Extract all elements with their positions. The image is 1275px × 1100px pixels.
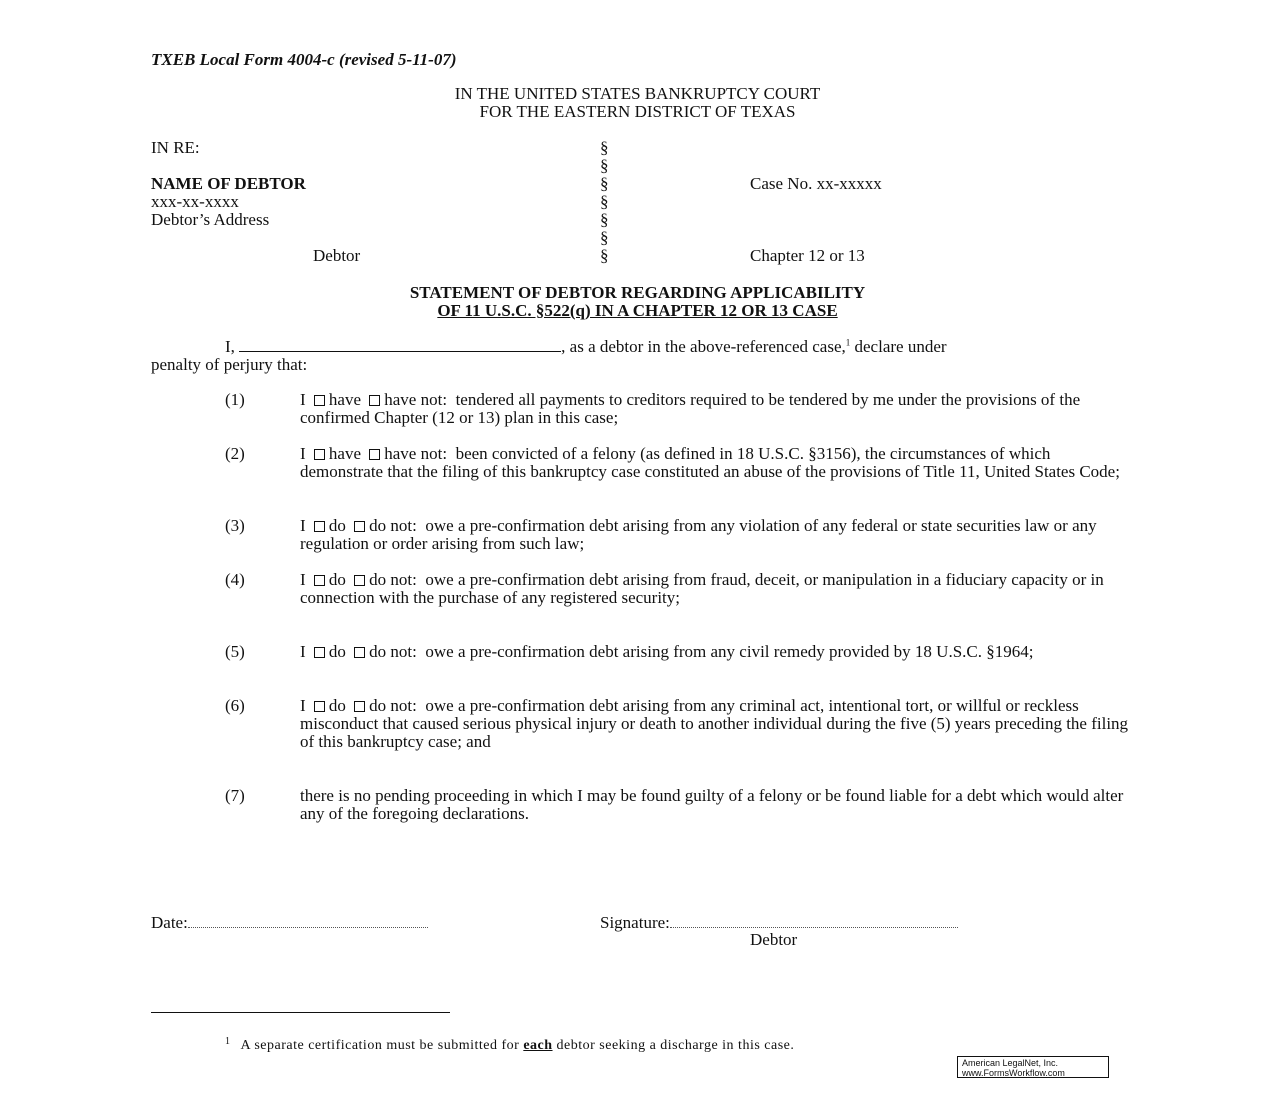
debtor-ssn: xxx-xx-xxxx	[151, 192, 239, 211]
title-line-1: STATEMENT OF DEBTOR REGARDING APPLICABILITY	[409, 283, 866, 302]
item-number: (1)	[225, 390, 245, 409]
item-number: (7)	[225, 786, 245, 805]
date-field-group	[151, 913, 428, 932]
date-label: Date:	[151, 913, 188, 932]
form-number: TXEB Local Form 4004-c (revised 5-11-07)	[151, 50, 457, 69]
signature-input-line[interactable]	[670, 913, 958, 928]
checkbox-have[interactable]	[314, 449, 325, 460]
caption-right	[750, 139, 882, 265]
court-line-1: IN THE UNITED STATES BANKRUPTCY COURT	[454, 84, 821, 103]
section-symbol: §	[600, 174, 609, 193]
item-text: owe a pre-confirmation debt arising from any criminal act, intentional tort, or willful or reckless misconduct that caused serious physical injury or death to another individual during the five (5) years preceding the filing of this bankruptcy case; and	[300, 696, 1129, 751]
checkbox-have-not[interactable]	[369, 395, 380, 406]
declaration-suffix: declare under	[850, 337, 947, 356]
checkbox-do[interactable]	[314, 521, 325, 532]
chapter-label: Chapter 12 or 13	[750, 246, 865, 265]
declarant-name-field[interactable]	[239, 337, 561, 352]
checkbox-do[interactable]	[314, 575, 325, 586]
section-symbol: §	[600, 138, 609, 157]
section-symbol: §	[600, 192, 609, 211]
item-number: (3)	[225, 516, 245, 535]
section-symbol-column	[600, 139, 609, 265]
checkbox-do[interactable]	[314, 701, 325, 712]
checkbox-do-not[interactable]	[354, 575, 365, 586]
item-text: been convicted of a felony (as defined in 18 U.S.C. §3156), the circumstances of which demonstrate that the filing of this bankruptcy case constituted an abuse of the provisions of Title 11, United States Code;	[300, 444, 1120, 481]
checkbox-have[interactable]	[314, 395, 325, 406]
declaration-paragraph	[151, 337, 1111, 374]
publisher-stamp	[957, 1056, 1109, 1078]
section-symbol: §	[600, 210, 609, 229]
signature-label: Signature:	[600, 913, 670, 932]
item-text: owe a pre-confirmation debt arising from fraud, deceit, or manipulation in a fiduciary capacity or in connection with the purchase of any registered security;	[300, 570, 1104, 607]
date-input-line[interactable]	[188, 913, 428, 928]
item-number: (2)	[225, 444, 245, 463]
checkbox-do-not[interactable]	[354, 521, 365, 532]
in-re-label: IN RE:	[151, 138, 200, 157]
declaration-prefix: I,	[225, 337, 235, 356]
item-number: (6)	[225, 696, 245, 715]
stamp-line-1: American LegalNet, Inc.	[962, 1058, 1059, 1068]
signature-debtor-label: Debtor	[750, 930, 798, 949]
item-text: owe a pre-confirmation debt arising from any violation of any federal or state securities law or any regulation or order arising from such law;	[300, 516, 1097, 553]
section-symbol: §	[600, 228, 609, 247]
document-title	[0, 284, 1275, 320]
debtor-caption-label: Debtor	[313, 246, 361, 265]
court-heading	[0, 85, 1275, 121]
checkbox-do[interactable]	[314, 647, 325, 658]
checkbox-do-not[interactable]	[354, 647, 365, 658]
item-number: (5)	[225, 642, 245, 661]
footnote: $^1$ A separate certification must be submitted for each debtor seeking a discharge in this case.	[225, 1036, 795, 1053]
debtor-address: Debtor’s Address	[151, 210, 270, 229]
debtor-name: NAME OF DEBTOR	[151, 174, 306, 193]
footnote-divider	[151, 1012, 450, 1013]
footnote-emphasis: each	[523, 1038, 553, 1053]
item-text: tendered all payments to creditors required to be tendered by me under the provisions of the confirmed Chapter (12 or 13) plan in this case;	[300, 390, 1081, 427]
item-number: (4)	[225, 570, 245, 589]
caption-left	[151, 139, 360, 265]
section-symbol: §	[600, 156, 609, 175]
footnote-mark: 1	[225, 1036, 231, 1047]
checkbox-have-not[interactable]	[369, 449, 380, 460]
case-number: Case No. xx-xxxxx	[750, 174, 882, 193]
declaration-middle: , as a debtor in the above-referenced case,	[561, 337, 846, 356]
declaration-line-2: penalty of perjury that:	[151, 355, 308, 374]
court-line-2: FOR THE EASTERN DISTRICT OF TEXAS	[479, 102, 796, 121]
checkbox-do-not[interactable]	[354, 701, 365, 712]
footnote-reference: 1	[845, 337, 851, 348]
section-symbol: §	[600, 246, 609, 265]
item-text: owe a pre-confirmation debt arising from any civil remedy provided by 18 U.S.C. §1964;	[425, 642, 1034, 661]
item-text: there is no pending proceeding in which I may be found guilty of a felony or be found liable for a debt which would alter any of the foregoing declarations.	[300, 786, 1124, 823]
stamp-line-2: www.FormsWorkflow.com	[962, 1068, 1065, 1078]
title-line-2: OF 11 U.S.C. §522(q) IN A CHAPTER 12 OR 13 CASE	[437, 301, 838, 320]
